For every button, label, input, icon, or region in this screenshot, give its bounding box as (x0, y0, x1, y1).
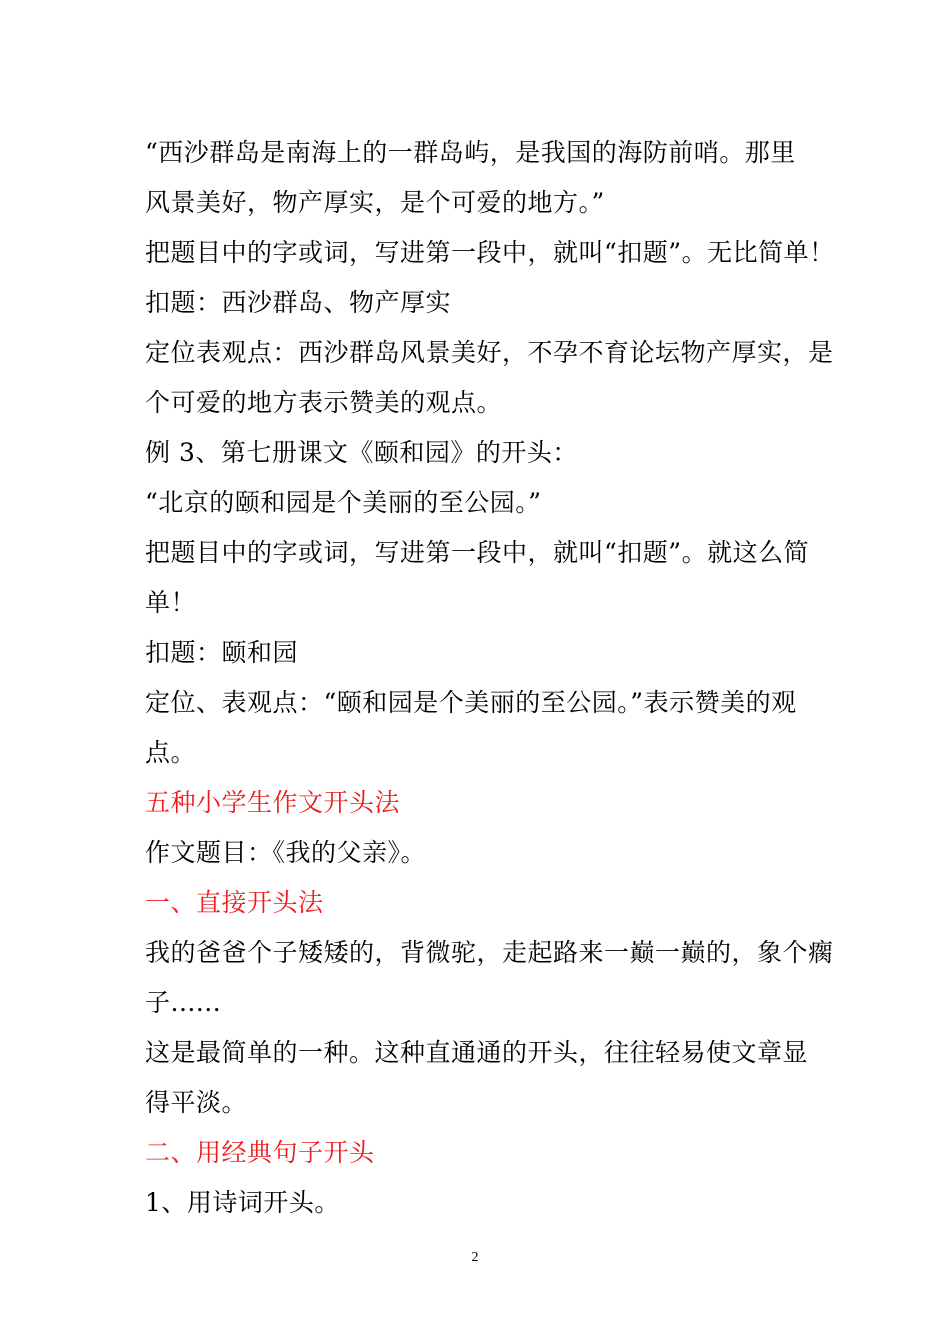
text-line: 个可爱的地方表示赞美的观点。 (145, 388, 503, 417)
text-line: “北京的颐和园是个美丽的至公园。” (145, 488, 542, 517)
text-line: 1、用诗词开头。 (145, 1188, 340, 1217)
text-line: 扣题：西沙群岛、物产厚实 (145, 288, 452, 317)
text-line: “西沙群岛是南海上的一群岛屿，是我国的海防前哨。那里 (145, 138, 796, 167)
text-line: 单！ (145, 588, 197, 617)
text-line: 我的爸爸个子矮矮的，背微驼，走起路来一巅一巅的，象个瘸 (145, 938, 834, 967)
text-line: 风景美好，物产厚实，是个可爱的地方。” (145, 188, 605, 217)
text-line: 点。 (145, 738, 197, 767)
text-line: 定位、表观点：“颐和园是个美丽的至公园。”表示赞美的观 (145, 688, 797, 717)
page-number: 2 (471, 1250, 479, 1265)
text-line: 例 3、第七册课文《颐和园》的开头： (145, 438, 578, 467)
text-line: 子...... (145, 988, 222, 1017)
section-heading: 一、直接开头法 (145, 888, 324, 917)
text-line: 作文题目：《我的父亲》。 (145, 838, 427, 867)
text-line: 得平淡。 (145, 1088, 248, 1117)
text-line: 把题目中的字或词，写进第一段中，就叫“扣题”。就这么简 (145, 538, 810, 567)
text-line: 这是最简单的一种。这种直通通的开头，往往轻易使文章显 (145, 1038, 809, 1067)
text-line: 定位表观点：西沙群岛风景美好，不孕不育论坛物产厚实，是 (145, 338, 834, 367)
text-line: 把题目中的字或词，写进第一段中，就叫“扣题”。无比简单！ (145, 238, 835, 267)
document-body (145, 128, 835, 1228)
text-line: 扣题：颐和园 (145, 638, 299, 667)
section-heading: 二、用经典句子开头 (145, 1138, 375, 1167)
section-heading: 五种小学生作文开头法 (145, 788, 401, 817)
